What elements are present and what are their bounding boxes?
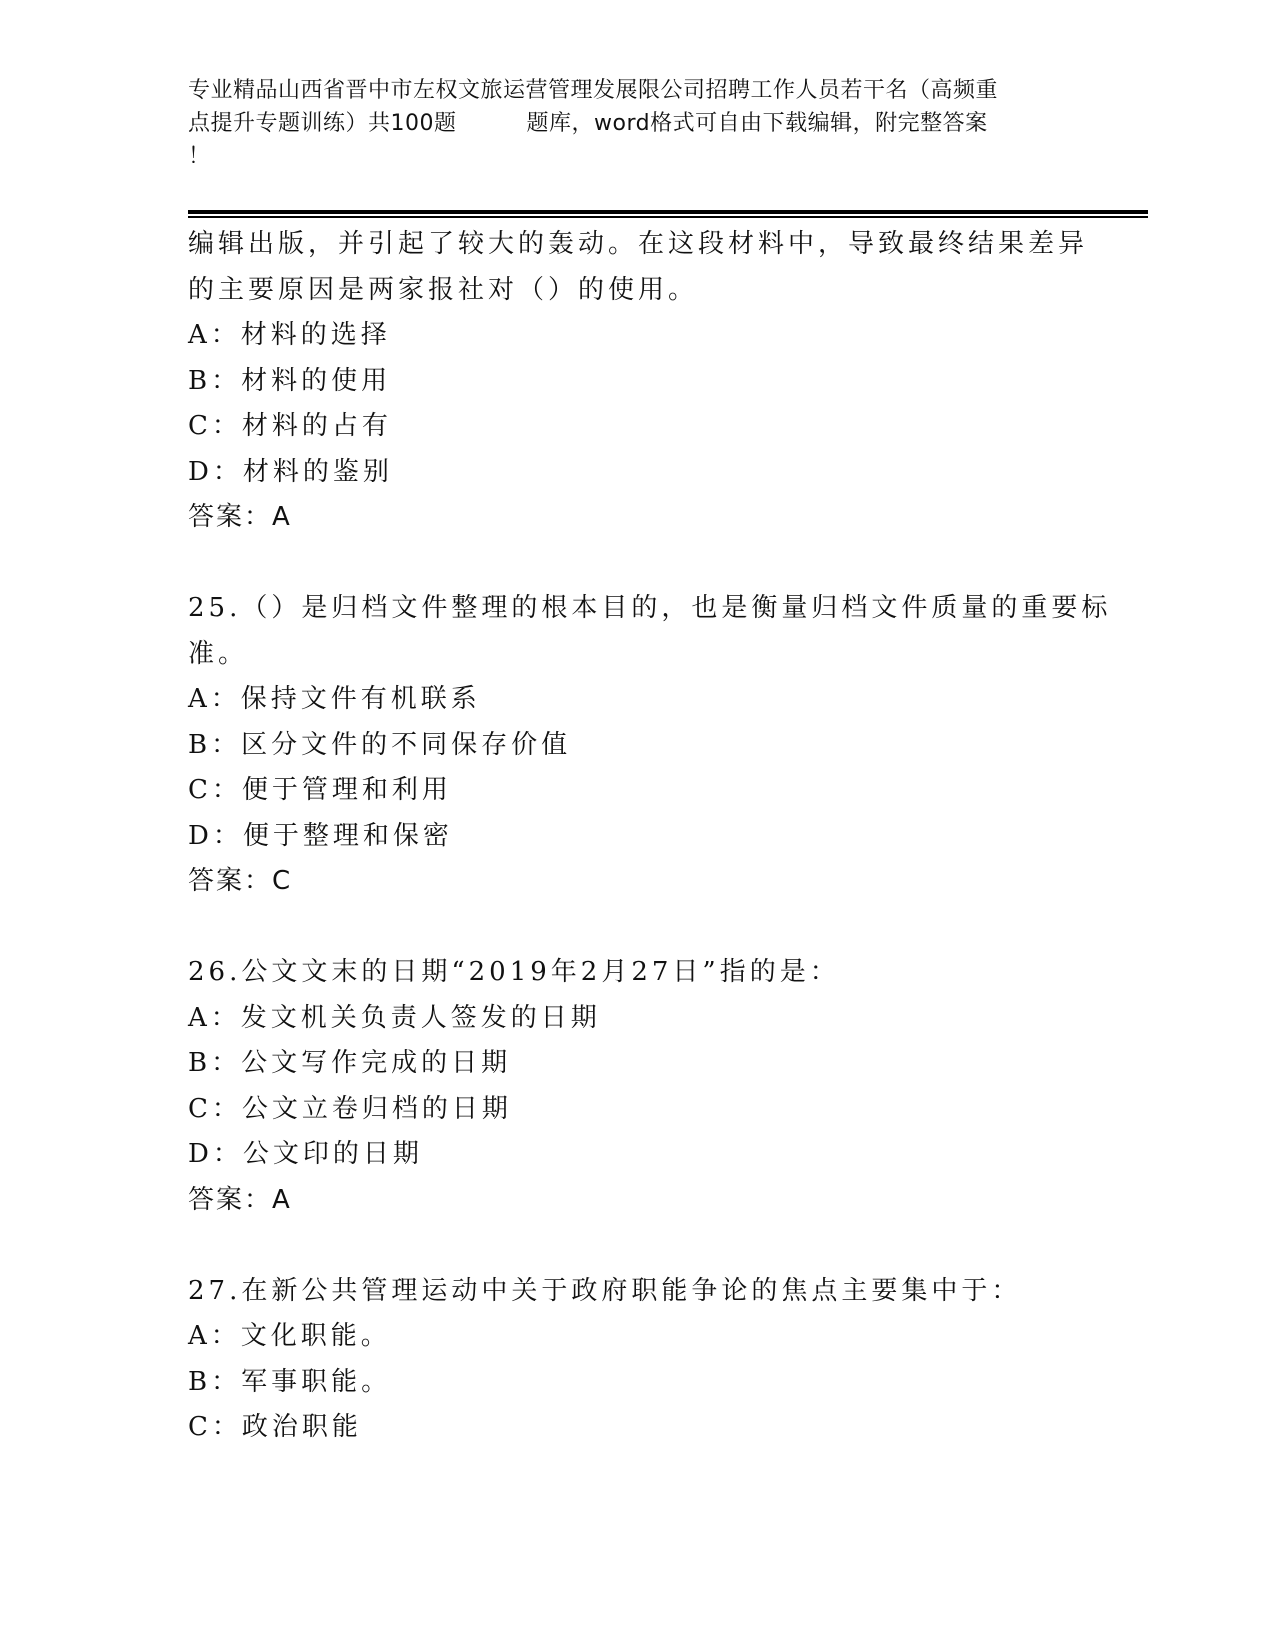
document-header <box>188 74 1078 173</box>
option-c: C：便于管理和利用 <box>188 775 452 805</box>
header-line-2a: 点提升专题训练）共100题 <box>188 111 457 136</box>
question-text: 准。 <box>188 638 249 669</box>
header-line-3: ！ <box>188 144 211 169</box>
option-b: B：材料的使用 <box>188 365 392 396</box>
option-a: A：发文机关负责人签发的日期 <box>188 1002 601 1033</box>
header-line-2b: 题库，word格式可自由下载编辑，附完整答案 <box>526 111 988 136</box>
header-line-2 <box>188 107 1078 140</box>
option-b: B：区分文件的不同保存价值 <box>188 729 572 760</box>
question-list <box>188 222 1112 1451</box>
answer: 答案：A <box>188 502 292 532</box>
question-text: 的主要原因是两家报社对（）的使用。 <box>188 274 699 305</box>
option-a: A：文化职能。 <box>188 1321 391 1351</box>
option-b: B：军事职能。 <box>188 1366 392 1397</box>
header-line-1: 专业精品山西省晋中市左权文旅运营管理发展限公司招聘工作人员若干名（高频重 <box>188 78 999 103</box>
question-text: 26.公文文末的日期“2019年2月27日”指的是： <box>188 957 840 987</box>
option-b: B：公文写作完成的日期 <box>188 1048 512 1078</box>
option-a: A：保持文件有机联系 <box>188 684 481 714</box>
answer: 答案：A <box>188 1184 292 1215</box>
header-divider-thin <box>188 216 1148 218</box>
question-25 <box>188 586 1112 905</box>
question-text: 编辑出版，并引起了较大的轰动。在这段材料中，导致最终结果差异 <box>188 229 1089 259</box>
option-c: C：材料的占有 <box>188 411 392 441</box>
option-c: C：公文立卷归档的日期 <box>188 1093 512 1124</box>
option-a: A：材料的选择 <box>188 320 391 350</box>
option-d: D：便于整理和保密 <box>188 820 453 851</box>
question-27 <box>188 1269 1088 1451</box>
question-text: 25.（）是归档文件整理的根本目的，也是衡量归档文件质量的重要标 <box>188 593 1112 623</box>
header-divider-thick <box>188 210 1148 214</box>
question-26 <box>188 950 1088 1223</box>
question-24 <box>188 222 1088 541</box>
question-text: 27.在新公共管理运动中关于政府职能争论的焦点主要集中于： <box>188 1275 1022 1306</box>
option-d: D：公文印的日期 <box>188 1139 423 1169</box>
answer: 答案：C <box>188 866 293 896</box>
option-c: C：政治职能 <box>188 1412 362 1442</box>
option-d: D：材料的鉴别 <box>188 456 393 487</box>
